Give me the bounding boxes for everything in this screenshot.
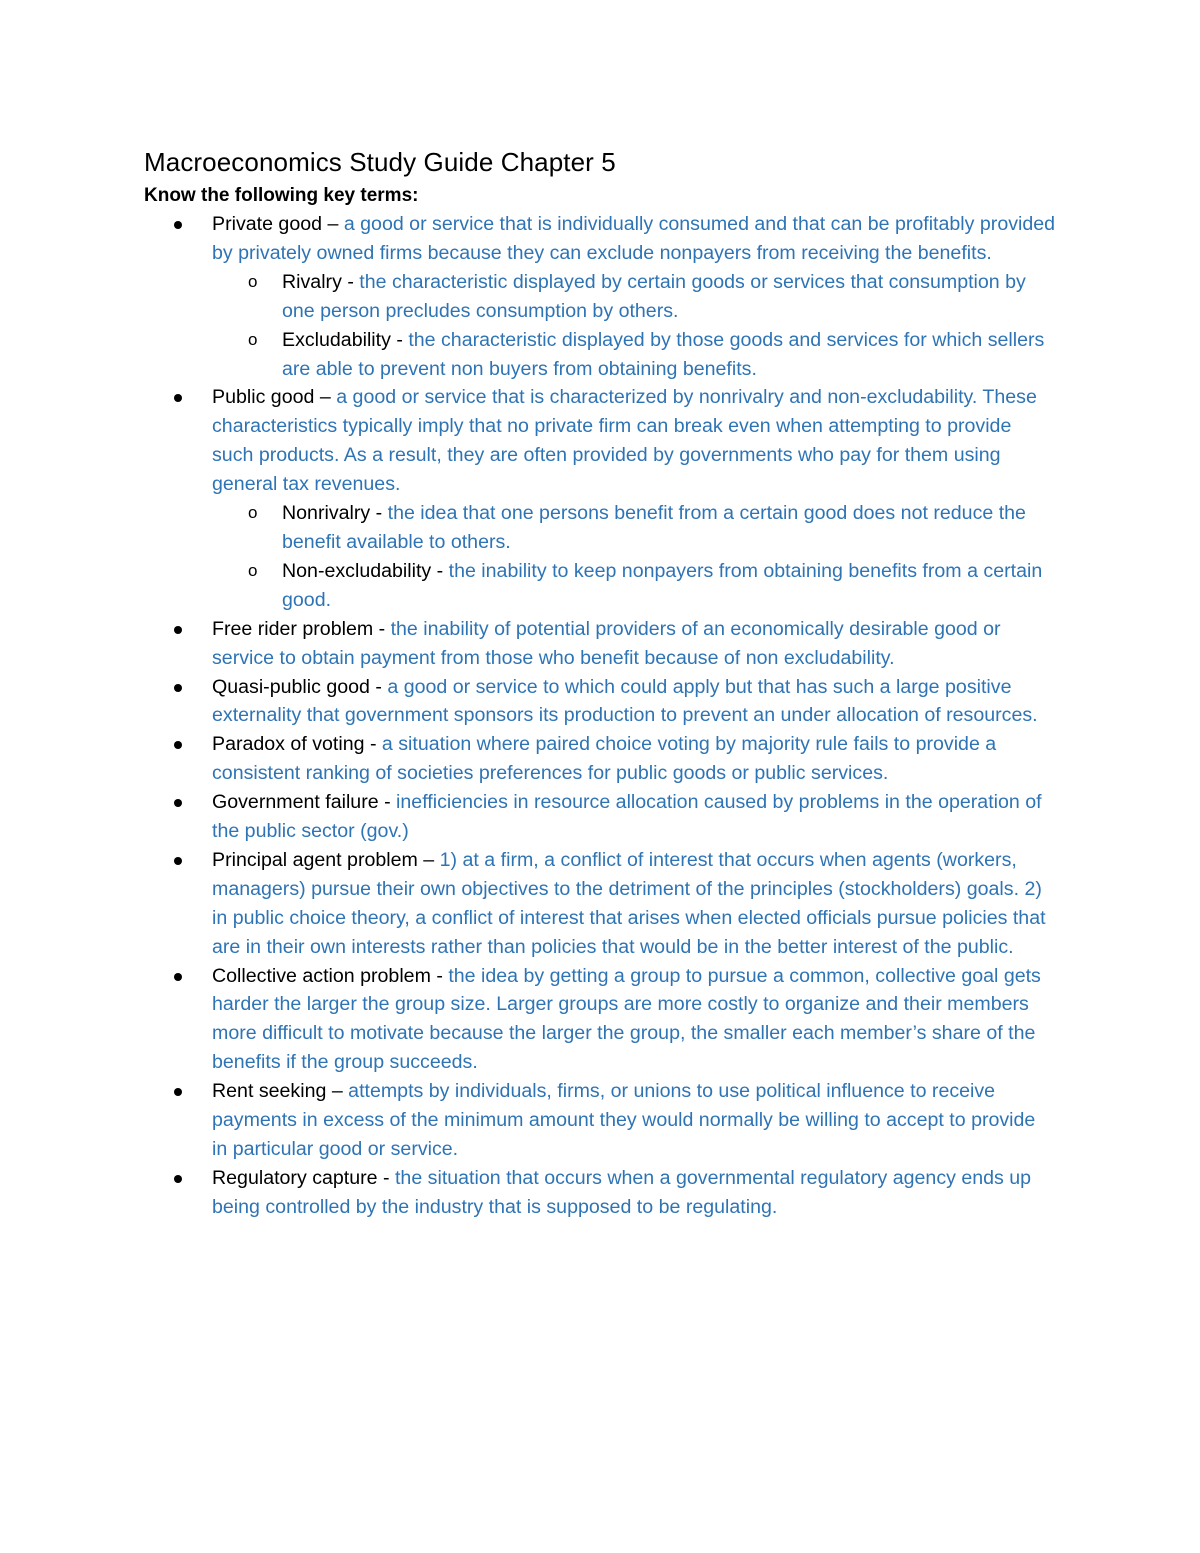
term-definition: 1) at a firm, a conflict of interest that occurs when agents (workers, managers) pursue their own objectives to the detriment of the principles (stockholders) goals. 2) in public choice theory, a conflict of interest that arises when elected officials pursue policies that are in their own interests rather than policies that would be in the better interest of the public.	[212, 848, 1046, 958]
subterm-list	[212, 499, 1056, 615]
list-item	[144, 210, 1056, 383]
subterm-definition: the inability to keep nonpayers from obtaining benefits from a certain good.	[282, 559, 1043, 611]
term-name: Regulatory capture	[212, 1166, 378, 1189]
subterm-separator: -	[341, 270, 360, 293]
subterm-name: Excludability	[282, 328, 391, 351]
list-item	[144, 730, 1056, 788]
term-definition: the inability of potential providers of an economically desirable good or service to obtain payment from those who benefit because of non excludability.	[212, 617, 1001, 669]
bullet-icon	[174, 1088, 182, 1096]
term-separator: -	[369, 675, 388, 698]
subterm-list	[212, 268, 1056, 384]
bullet-icon	[174, 626, 182, 634]
term-definition: a good or service that is individually consumed and that can be profitably provided by privately owned firms because they can exclude nonpayers from receiving the benefits.	[212, 213, 1056, 264]
term-separator: –	[314, 386, 337, 409]
bullet-icon	[174, 799, 182, 807]
term-separator: -	[378, 791, 397, 814]
term-name: Quasi-public good	[212, 675, 370, 698]
subterm-name: Rivalry	[282, 270, 342, 293]
circle-bullet-icon: o	[248, 271, 258, 291]
term-name: Paradox of voting	[212, 733, 365, 756]
bullet-icon	[174, 857, 182, 865]
list-item	[144, 615, 1056, 673]
term-name: Government failure	[212, 791, 379, 814]
bullet-icon	[174, 221, 182, 229]
term-definition: the idea by getting a group to pursue a common, collective goal gets harder the larger the group size. Larger groups are more costly to organize and their members more difficult to motivate because the larger the group, the smaller each member’s share of the benefits if the group succeeds.	[212, 964, 1041, 1074]
term-name: Rent seeking	[212, 1080, 327, 1103]
term-name: Free rider problem	[212, 617, 374, 640]
term-name: Principal agent problem	[212, 848, 418, 871]
term-definition: a good or service that is characterized by nonrivalry and non-excludability. These characteristics typically imply that no private firm can break even when attempting to provide such products. As a result, they are often provided by governments who pay for them using general tax revenues.	[212, 386, 1037, 496]
list-item	[144, 962, 1056, 1078]
subterm-separator: -	[370, 502, 388, 525]
sub-list-item	[212, 557, 1056, 615]
term-name: Collective action problem	[212, 964, 431, 987]
term-name: Public good	[212, 386, 315, 409]
term-definition: the situation that occurs when a governmental regulatory agency ends up being controlled by the industry that is supposed to be regulating.	[212, 1166, 1032, 1218]
document-content	[144, 142, 1056, 1222]
term-separator: -	[364, 733, 382, 756]
subterm-name: Non-excludability	[282, 559, 432, 582]
subterm-name: Nonrivalry	[282, 502, 371, 525]
sub-list-item	[212, 326, 1056, 384]
page-subtitle: Know the following key terms:	[144, 185, 419, 206]
list-item	[144, 673, 1056, 731]
subterm-definition: the idea that one persons benefit from a certain good does not reduce the benefit available to others.	[282, 502, 1026, 553]
subterm-definition: the characteristic displayed by certain goods or services that consumption by one person precludes consumption by others.	[282, 270, 1026, 322]
sub-list-item	[212, 499, 1056, 557]
list-item	[144, 788, 1056, 846]
term-definition: a good or service to which could apply but that has such a large positive externality that government sponsors its production to prevent an under allocation of resources.	[212, 675, 1038, 727]
term-definition: attempts by individuals, firms, or unions to use political influence to receive payments in excess of the minimum amount they would normally be willing to accept to provide in particular good or service.	[212, 1080, 1036, 1160]
key-terms-list	[144, 210, 1056, 1222]
bullet-icon	[174, 973, 182, 981]
subterm-definition: the characteristic displayed by those goods and services for which sellers are able to prevent non buyers from obtaining benefits.	[282, 328, 1045, 380]
term-definition: a situation where paired choice voting by majority rule fails to provide a consistent ranking of societies preferences for public goods or public services.	[212, 733, 997, 785]
page-title: Macroeconomics Study Guide Chapter 5	[144, 147, 616, 177]
term-separator: -	[430, 964, 449, 987]
bullet-icon	[174, 1175, 182, 1183]
term-definition: inefficiencies in resource allocation caused by problems in the operation of the public sector (gov.)	[212, 791, 1042, 843]
list-item	[144, 1077, 1056, 1164]
subterm-separator: -	[390, 328, 409, 351]
term-separator: -	[373, 617, 391, 640]
sub-list-item	[212, 268, 1056, 326]
bullet-icon	[174, 741, 182, 749]
term-name: Private good	[212, 213, 323, 235]
circle-bullet-icon: o	[248, 503, 258, 523]
list-item	[144, 1164, 1056, 1222]
bullet-icon	[174, 394, 182, 402]
circle-bullet-icon: o	[248, 560, 258, 580]
subterm-separator: -	[431, 559, 449, 582]
term-separator: –	[326, 1080, 349, 1103]
list-item	[144, 383, 1056, 614]
bullet-icon	[174, 684, 182, 692]
term-separator: –	[417, 848, 440, 871]
term-separator: -	[377, 1166, 395, 1189]
list-item	[144, 846, 1056, 962]
circle-bullet-icon: o	[248, 329, 258, 349]
term-separator: –	[322, 213, 344, 235]
